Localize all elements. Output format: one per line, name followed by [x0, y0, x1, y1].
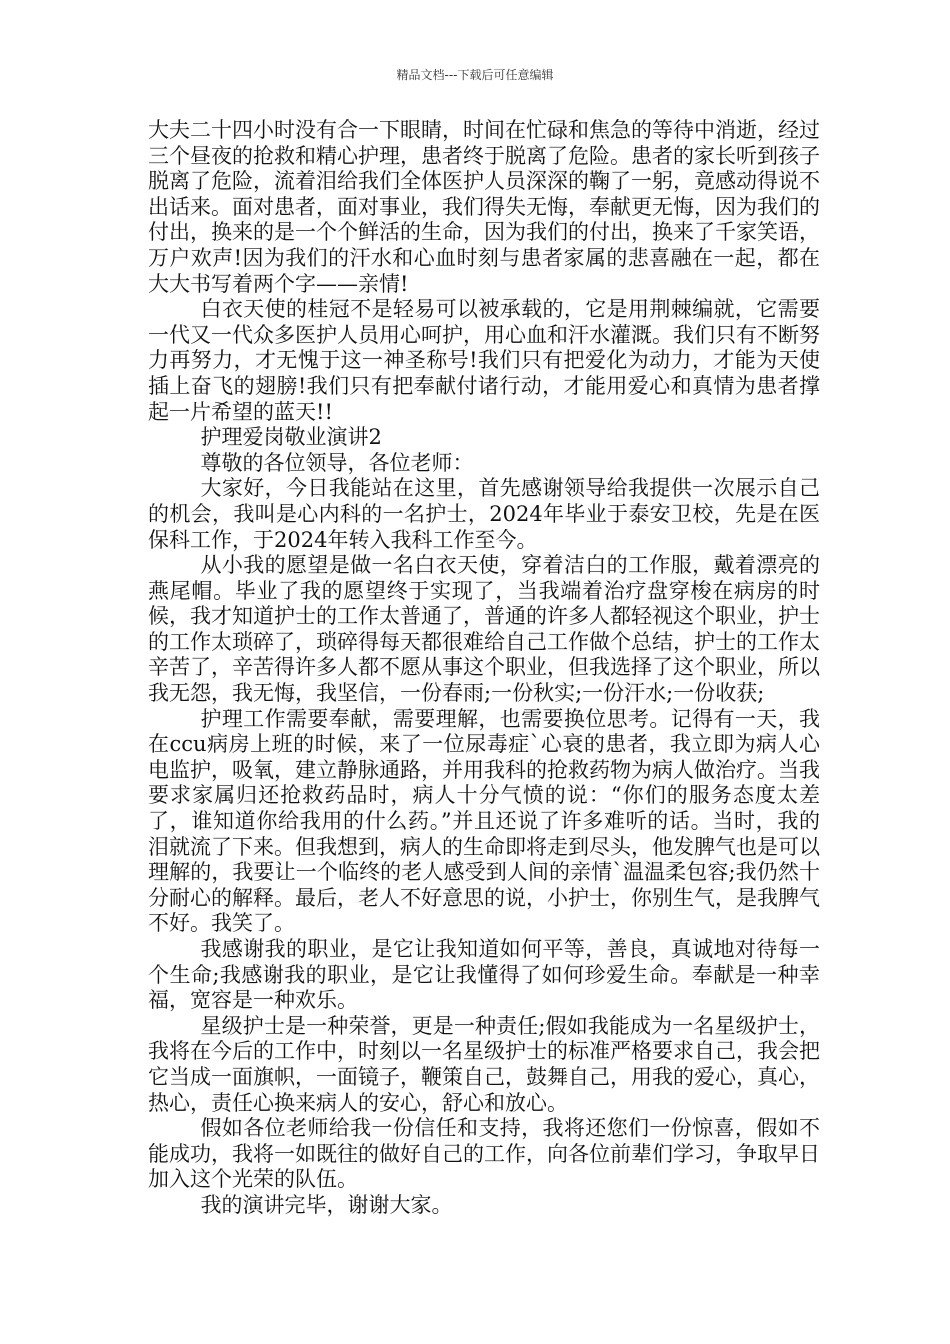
document-body: [148, 118, 820, 1219]
paragraph: 大夫二十四小时没有合一下眼睛，时间在忙碌和焦急的等待中消逝，经过三个昼夜的抢救和精心护理，患者终于脱离了危险。患者的家长听到孩子脱离了危险，流着泪给我们全体医护人员深深的鞠了一躬，竟感动得说不出话来。面对患者，面对事业，我们得失无悔，奉献更无悔，因为我们的付出，换来的是一个个鲜活的生命，因为我们的付出，换来了千家笑语，万户欢声!因为我们的汗水和心血时刻与患者家属的悲喜融在一起，都在大大书写着两个字——亲情!: [148, 118, 820, 296]
paragraph: 我感谢我的职业，是它让我知道如何平等，善良，真诚地对待每一个生命;我感谢我的职业，是它让我懂得了如何珍爱生命。奉献是一种幸福，宽容是一种欢乐。: [148, 937, 820, 1013]
paragraph: 从小我的愿望是做一名白衣天使，穿着洁白的工作服，戴着漂亮的燕尾帽。毕业了我的愿望终于实现了，当我端着治疗盘穿梭在病房的时候，我才知道护士的工作太普通了，普通的许多人都轻视这个职业，护士的工作太琐碎了，琐碎得每天都很难给自己工作做个总结，护士的工作太辛苦了，辛苦得许多人都不愿从事这个职业，但我选择了这个职业，所以我无怨，我无悔，我坚信，一份春雨;一份秋实;一份汗水;一份收获;: [148, 553, 820, 706]
paragraph: 假如各位老师给我一份信任和支持，我将还您们一份惊喜，假如不能成功，我将一如既往的做好自己的工作，向各位前辈们学习，争取早日加入这个光荣的队伍。: [148, 1116, 820, 1192]
closing-line: 我的演讲完毕，谢谢大家。: [200, 1192, 453, 1217]
paragraph: 白衣天使的桂冠不是轻易可以被承载的，它是用荆棘编就，它需要一代又一代众多医护人员用心呵护，用心血和汗水灌溉。我们只有不断努力再努力，才无愧于这一神圣称号!我们只有把爱化为动力，才能为天使插上奋飞的翅膀!我们只有把奉献付诸行动，才能用爱心和真情为患者撑起一片希望的蓝天!!: [148, 297, 820, 424]
paragraph: 星级护士是一种荣誉，更是一种责任;假如我能成为一名星级护士，我将在今后的工作中，时刻以一名星级护士的标准严格要求自己，我会把它当成一面旗帜，一面镜子，鞭策自己，鼓舞自己，用我的爱心，真心，热心，责任心换来病人的安心，舒心和放心。: [148, 1013, 820, 1115]
section-title: 护理爱岗敬业演讲2: [200, 425, 382, 450]
page-header: 精品文档---下载后可任意编辑: [396, 68, 554, 82]
paragraph: 大家好，今日我能站在这里，首先感谢领导给我提供一次展示自己的机会，我叫是心内科的一名护士，2024年毕业于泰安卫校，先是在医保科工作，于2024年转入我科工作至今。: [148, 476, 820, 552]
paragraph: 护理工作需要奉献，需要理解，也需要换位思考。记得有一天，我在ccu病房上班的时候，来了一位尿毒症`心衰的患者，我立即为病人心电监护，吸氧，建立静脉通路，并用我科的抢救药物为病人做治疗。当我要求家属归还抢救药品时，病人十分气愤的说：“你们的服务态度太差了，谁知道你给我用的什么药。”并且还说了许多难听的话。当时，我的泪就流了下来。但我想到，病人的生命即将走到尽头，他发脾气也是可以理解的，我要让一个临终的老人感受到人间的亲情`温温柔包容;我仍然十分耐心的解释。最后，老人不好意思的说，小护士，你别生气，是我脾气不好。我笑了。: [148, 706, 820, 936]
salutation: 尊敬的各位领导，各位老师：: [200, 450, 474, 475]
